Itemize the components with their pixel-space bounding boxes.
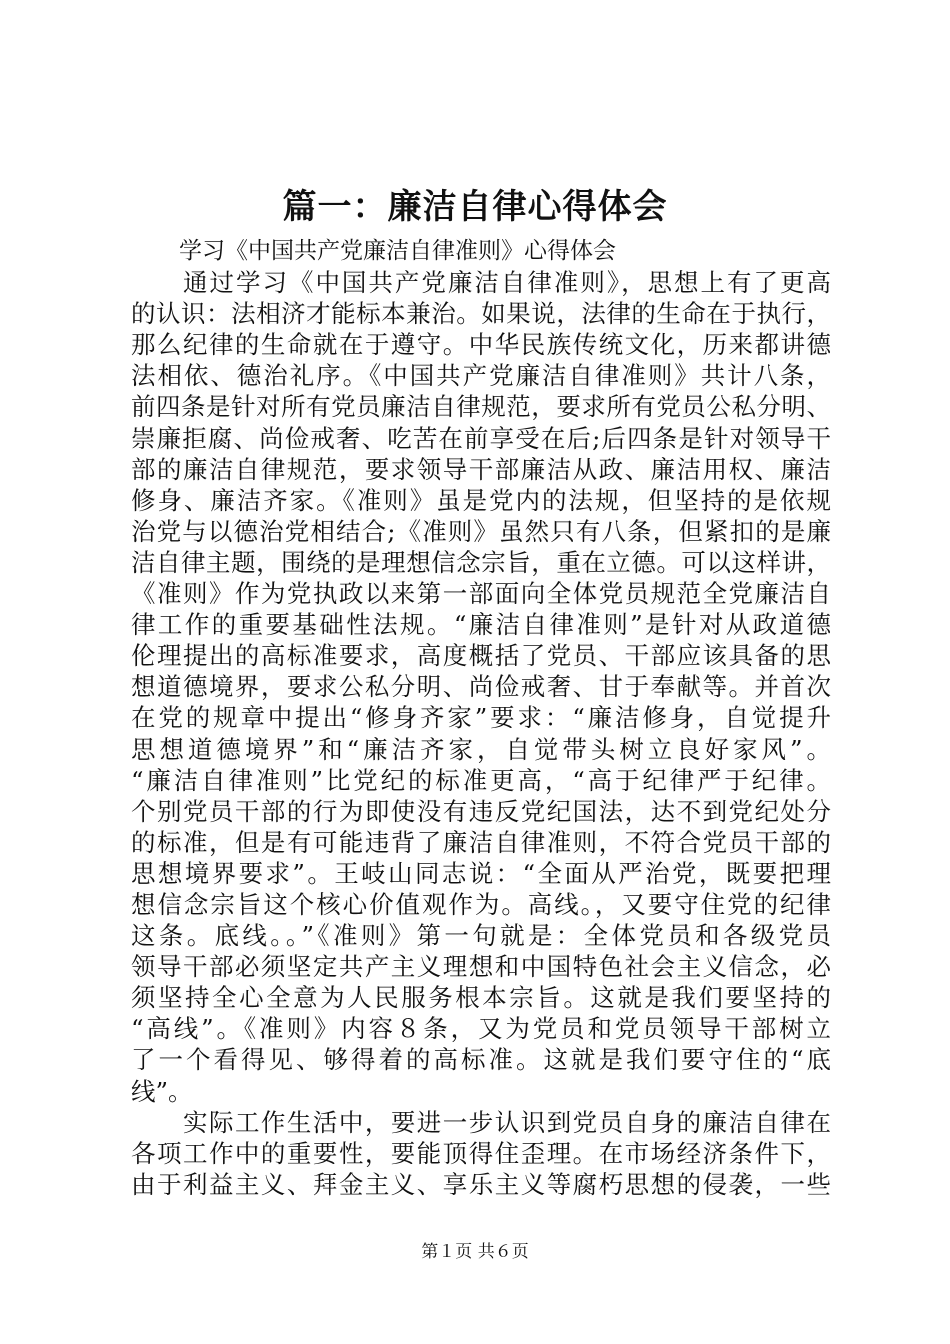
page-number: 第１页 共６页: [421, 1242, 529, 1262]
body-line: 前四条是针对所有党员廉洁自律规范，要求所有党员公私分明、: [131, 392, 831, 422]
body-line: 那么纪律的生命就在于遵守。中华民族传统文化，历来都讲德: [131, 330, 831, 360]
body-line: 治党与以德治党相结合;《准则》虽然只有八条，但紧扣的是廉: [131, 516, 831, 546]
body-line: 在党的规章中提出“修身齐家”要求：“廉洁修身，自觉提升: [131, 703, 831, 733]
document-body: [131, 236, 831, 1200]
body-line: 崇廉拒腐、尚俭戒奢、吃苦在前享受在后;后四条是针对领导干: [131, 423, 831, 453]
body-line: 修身、廉洁齐家。《准则》虽是党内的法规，但坚持的是依规: [131, 485, 831, 515]
body-line: 思想境界要求”。王岐山同志说：“全面从严治党，既要把理: [131, 858, 831, 888]
body-line: 由于利益主义、拜金主义、享乐主义等腐朽思想的侵袭，一些: [131, 1169, 831, 1199]
body-line: 伦理提出的高标准要求，高度概括了党员、干部应该具备的思: [131, 641, 831, 671]
body-line: 律工作的重要基础性法规。“廉洁自律准则”是针对从政道德: [131, 610, 831, 640]
body-line: 了一个看得见、够得着的高标准。这就是我们要守住的“底: [131, 1045, 831, 1075]
body-line: 的认识：法相济才能标本兼治。如果说，法律的生命在于执行，: [131, 299, 831, 329]
body-line: 各项工作中的重要性，要能顶得住歪理。在市场经济条件下，: [131, 1138, 831, 1168]
body-line: 思想道德境界”和“廉洁齐家，自觉带头树立良好家风”。: [131, 734, 831, 764]
body-line: “高线”。《准则》内容８条，又为党员和党员领导干部树立: [131, 1014, 831, 1044]
body-line: 洁自律主题，围绕的是理想信念宗旨，重在立德。可以这样讲，: [131, 547, 831, 577]
document-subtitle: 学习《中国共产党廉洁自律准则》心得体会: [179, 238, 616, 264]
body-line: “廉洁自律准则”比党纪的标准更高，“高于纪律严于纪律。: [131, 765, 831, 795]
body-line: 通过学习《中国共产党廉洁自律准则》，思想上有了更高: [183, 268, 831, 298]
body-line: 领导干部必须坚定共产主义理想和中国特色社会主义信念，必: [131, 952, 831, 982]
body-line: 线”。: [131, 1076, 193, 1106]
body-line: 个别党员干部的行为即使没有违反党纪国法，达不到党纪处分: [131, 796, 831, 826]
document-title: 篇一：廉洁自律心得体会: [282, 187, 668, 227]
body-line: 部的廉洁自律规范，要求领导干部廉洁从政、廉洁用权、廉洁: [131, 454, 831, 484]
body-line: 《准则》作为党执政以来第一部面向全体党员规范全党廉洁自: [131, 579, 831, 609]
body-line: 想道德境界，要求公私分明、尚俭戒奢、甘于奉献等。并首次: [131, 672, 831, 702]
body-line: 须坚持全心全意为人民服务根本宗旨。这就是我们要坚持的: [131, 983, 831, 1013]
body-line: 想信念宗旨这个核心价值观作为。高线。，又要守住党的纪律: [131, 889, 831, 919]
body-line: 这条。底线。。”《准则》第一句就是：全体党员和各级党员: [131, 921, 831, 951]
body-line: 的标准，但是有可能违背了廉洁自律准则，不符合党员干部的: [131, 827, 831, 857]
body-line: 实际工作生活中，要进一步认识到党员自身的廉洁自律在: [183, 1107, 831, 1137]
body-line: 法相依、德治礼序。《中国共产党廉洁自律准则》共计八条，: [131, 361, 831, 391]
